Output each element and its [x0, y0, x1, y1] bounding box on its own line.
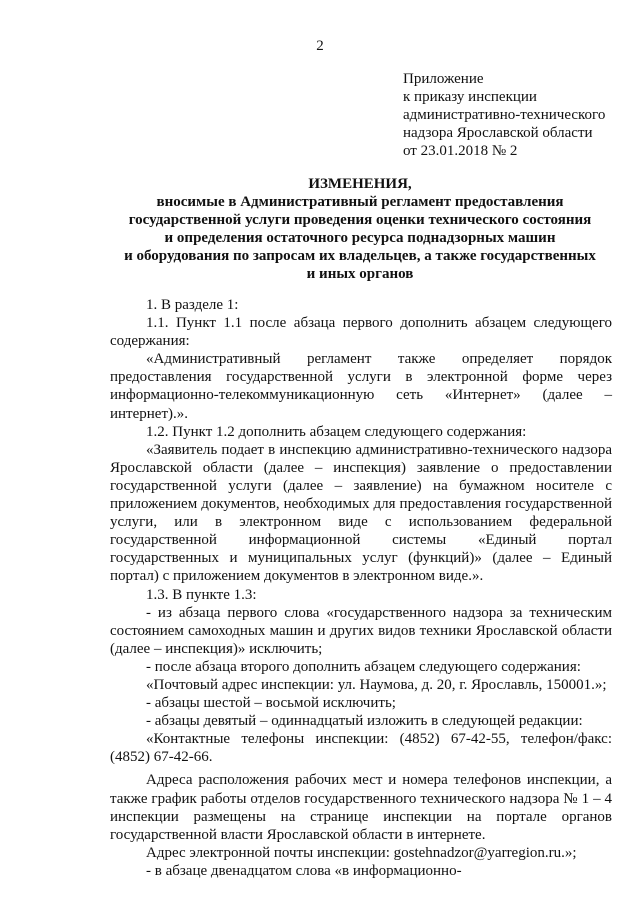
page-number: 2 — [316, 38, 324, 54]
paragraph: Адрес электронной почты инспекции: gostehnadzor@yarregion.ru.»; — [146, 844, 577, 861]
paragraph: 1. В разделе 1: — [146, 297, 239, 313]
appendix-line: от 23.01.2018 № 2 — [403, 143, 518, 159]
appendix-line: административно-технического — [403, 107, 606, 123]
paragraph: 1.2. Пункт 1.2 дополнить абзацем следующего содержания: — [146, 423, 527, 440]
title-line: государственной услуги проведения оценки технического состояния — [128, 212, 592, 228]
appendix-line: Приложение — [403, 71, 484, 87]
paragraph: - в абзаце двенадцатом слова «в информационно- — [146, 862, 462, 879]
title-line: вносимые в Административный регламент предоставления — [156, 194, 564, 210]
paragraph: «Административный регламент также определяет порядок предоставления государственной услуги в электронной форме через информационно-телекоммуникационную сеть «Интернет» (далее – интернет).». — [110, 351, 612, 422]
appendix-line: надзора Ярославской области — [403, 125, 593, 141]
paragraph: - после абзаца второго дополнить абзацем следующего содержания: — [146, 658, 581, 675]
title-heading: ИЗМЕНЕНИЯ, — [308, 176, 412, 192]
paragraph: - из абзаца первого слова «государственного надзора за техническим состоянием самоходных машин и других видов техники Ярославской области (далее – инспекция)» исключить; — [110, 604, 612, 657]
document-title — [100, 175, 620, 283]
paragraph: «Контактные телефоны инспекции: (4852) 67-42-55, телефон/факс: (4852) 67-42-66. — [110, 731, 612, 766]
title-line: и определения остаточного ресурса поднадзорных машин — [164, 230, 556, 246]
paragraph: «Заявитель подает в инспекцию административно-технического надзора Ярославской области (далее – инспекция) заявление о предоставлении государственной услуги (далее – заявление) на бумажном носителе с приложением документов, необходимых для предоставления государственной услуги, или в электронном виде с использованием федеральной государственной информационной системы «Единый портал государственных и муниципальных услуг (функций)» (далее – Единый портал) с приложением документов в электронном виде.». — [110, 441, 612, 585]
paragraph: 1.1. Пункт 1.1 после абзаца первого дополнить абзацем следующего содержания: — [110, 315, 612, 350]
document-body — [110, 296, 612, 880]
paragraph: - абзацы шестой – восьмой исключить; — [146, 695, 396, 712]
paragraph: Адреса расположения рабочих мест и номера телефонов инспекции, а также график работы отделов государственного технического надзора № 1 – 4 инспекции размещены на странице инспекции на портале органов государственной власти Ярославской области в интернете. — [110, 772, 612, 843]
appendix-line: к приказу инспекции — [403, 89, 537, 105]
paragraph: - абзацы девятый – одиннадцатый изложить в следующей редакции: — [146, 713, 583, 730]
appendix-block — [403, 70, 633, 160]
paragraph: 1.3. В пункте 1.3: — [146, 586, 257, 603]
title-line: и оборудования по запросам их владельцев, а также государственных — [124, 248, 596, 264]
title-line: и иных органов — [306, 266, 414, 282]
paragraph: «Почтовый адрес инспекции: ул. Наумова, д. 20, г. Ярославль, 150001.»; — [146, 676, 607, 693]
